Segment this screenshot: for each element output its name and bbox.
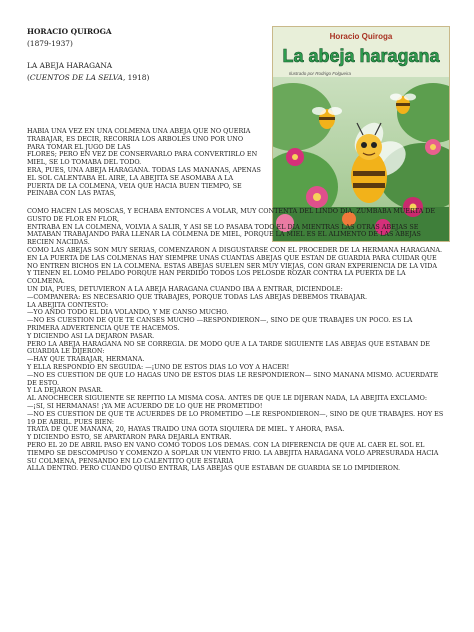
wide-text-column: [27, 208, 451, 473]
text-line: PUERTA DE LA COLMENA, VEÍA QUE HACÍA BUEN TIEMPO, SE: [27, 182, 242, 190]
narrow-text-column: [27, 128, 267, 198]
text-line: TIEMPO SE DESCOMPUSO Y COMENZÓ A SOPLAR UN VIENTO FRÍO. LA ABEJITA HARAGANA VOLÓ APRESURADA HACIA: [27, 449, 439, 457]
story-source: (CUENTOS DE LA SELVA, 1918): [27, 73, 150, 82]
text-line: TRATA DE QUE MAÑANA, 20, HAYAS TRAÍDO UNA GOTA SIQUIERA DE MIEL. Y AHORA, PASA.: [27, 426, 345, 434]
text-line: Y DICIENDO ASÍ LA DEJARON PASAR.: [27, 332, 155, 340]
text-line: Y LA DEJARON PASAR.: [27, 387, 103, 395]
text-line: ALLÁ DENTRO. PERO CUANDO QUISO ENTRAR, LAS ABEJAS QUE ESTABAN DE GUARDIA SE LO IMPIDIERON.: [27, 465, 401, 473]
text-line: EN LA PUERTA DE LAS COLMENAS HAY SIEMPRE UNAS CUANTAS ABEJAS QUE ESTÁN DE GUARDIA PARA CUIDAR QUE: [27, 254, 437, 262]
text-line: PERO LA ABEJA HARAGANA NO SE CORREGÍA. DE MODO QUE A LA TARDE SIGUIENTE LAS ABEJAS QUE ESTABAN DE: [27, 340, 430, 348]
text-line: PEINABA CON LAS PATAS,: [27, 190, 116, 198]
text-line: Y TIENEN EL LOMO PELADO PORQUE HAN PERDIDO TODOS LOS PELOSDE ROZAR CONTRA LA PUERTA DE LA: [27, 270, 406, 278]
author-name: HORACIO QUIROGA: [27, 27, 112, 36]
source-book: CUENTOS DE LA SELVA: [29, 73, 123, 82]
cover-author: Horacio Quiroga: [329, 32, 393, 41]
text-line: UN DÍA, PUES, DETUVIERON A LA ABEJA HARAGANA CUANDO IBA A ENTRAR, DICIÉNDOLE:: [27, 285, 343, 293]
text-line: RECIÉN NACIDAS.: [27, 239, 90, 247]
text-line: PRIMERA ADVERTENCIA QUE TE HACEMOS.: [27, 324, 180, 332]
text-line: ENTRABA EN LA COLMENA, VOLVÍA A SALIR, Y ASÍ SE LO PASABA TODO EL DÍA MIENTRAS LAS OTRAS ABEJAS SE: [27, 223, 419, 231]
source-year: , 1918): [122, 73, 150, 82]
text-line: COLMENA.: [27, 278, 65, 286]
text-line: —COMPAÑERA: ES NECESARIO QUE TRABAJES, PORQUE TODAS LAS ABEJAS DEBEMOS TRABAJAR.: [27, 293, 368, 301]
text-line: Y ELLA RESPONDIÓ EN SEGUIDA: —¡UNO DE ESTOS DÍAS LO VOY A HACER!: [27, 363, 290, 371]
text-line: HABÍA UNA VEZ EN UNA COLMENA UNA ABEJA QUE NO QUERÍA: [27, 128, 251, 135]
text-line: LA ABEJITA CONTESTÓ:: [27, 301, 109, 309]
text-line: GUSTO DE FLOR EN FLOR,: [27, 215, 120, 223]
text-line: —NO ES CUESTIÓN DE QUE LO HAGAS UNO DE ESTOS DÍAS LE RESPONDIERON— SINO MAÑANA MISMO. ACUÉRDATE: [27, 371, 439, 379]
cover-illustrator: Ilustrado por Rodrigo Folgueira: [289, 71, 352, 76]
text-line: EL SOL CALENTABA EL AIRE, LA ABEJITA SE ASOMABA A LA: [27, 174, 234, 182]
text-line: —YO ANDO TODO EL DÍA VOLANDO, Y ME CANSO MUCHO.: [27, 309, 229, 317]
text-line: COMO HACEN LAS MOSCAS, Y ECHABA ENTONCES A VOLAR, MUY CONTENTA DEL LINDO DÍA. ZUMBABA MUERTA DE: [27, 208, 436, 215]
text-line: —HAY QUE TRABAJAR, HERMANA.: [27, 356, 145, 364]
text-line: PERO EL 20 DE ABRIL PASÓ EN VANO COMO TODOS LOS DEMÁS. CON LA DIFERENCIA DE QUE AL CAER EL SOL EL: [27, 441, 425, 449]
text-line: PARA TOMAR EL JUGO DE LAS: [27, 143, 131, 151]
text-line: —¡SÍ, SÍ HERMANAS! ¡YA ME ACUERDO DE LO QUE HE PROMETIDO!: [27, 402, 263, 410]
text-line: MATABAN TRABAJANDO PARA LLENAR LA COLMENA DE MIEL, PORQUE LA MIEL ES EL ALIMENTO DE LAS ABEJAS: [27, 231, 421, 239]
text-line: —NO ES CUESTIÓN DE QUE TE CANSES MUCHO —RESPONDIERON—, SINO DE QUE TRABAJES UN POCO. ES LA: [27, 317, 413, 325]
text-line: ERA, PUES, UNA ABEJA HARAGANA. TODAS LAS MAÑANAS, APENAS: [27, 166, 261, 174]
text-line: AL ANOCHECER SIGUIENTE SE REPITIÓ LA MISMA COSA. ANTES DE QUE LE DIJERAN NADA, LA ABEJITA EXCLAMÓ:: [27, 395, 427, 403]
text-line: Y DICIENDO ESTO, SE APARTARON PARA DEJARLA ENTRAR.: [27, 434, 232, 442]
text-line: FLORES; PERO EN VEZ DE CONSERVARLO PARA CONVERTIRLO EN: [27, 151, 258, 159]
text-line: SU COLMENA, PENSANDO EN LO CALENTITO QUE ESTARÍA: [27, 457, 234, 465]
text-line: DE ESTO.: [27, 379, 60, 387]
cover-title: La abeja haragana: [282, 46, 440, 66]
text-line: COMO LAS ABEJAS SON MUY SERIAS, COMENZARON A DISGUSTARSE CON EL PROCEDER DE LA HERMANA HARAGANA.: [27, 246, 442, 254]
text-line: 19 DE ABRIL. PUES BIEN:: [27, 418, 114, 426]
text-line: MIEL, SE LO TOMABA DEL TODO.: [27, 159, 142, 167]
text-line: NO ENTREN BICHOS EN LA COLMENA. ESTAS ABEJAS SUELEN SER MUY VIEJAS, CON GRAN EXPERIENCIA DE LA VIDA: [27, 262, 437, 270]
text-line: —NO ES CUESTIÓN DE QUE TE ACUERDES DE LO PROMETIDO —LE RESPONDIERON—, SINO DE QUE TRABAJES. HOY ES: [27, 410, 444, 418]
text-line: TRABAJAR, ES DECIR, RECORRÍA LOS ÁRBOLES UNO POR UNO: [27, 135, 244, 143]
text-line: GUARDIA LE DIJERON:: [27, 348, 105, 356]
story-title: LA ABEJA HARAGANA: [27, 61, 113, 70]
author-years: (1879-1937): [27, 39, 73, 48]
